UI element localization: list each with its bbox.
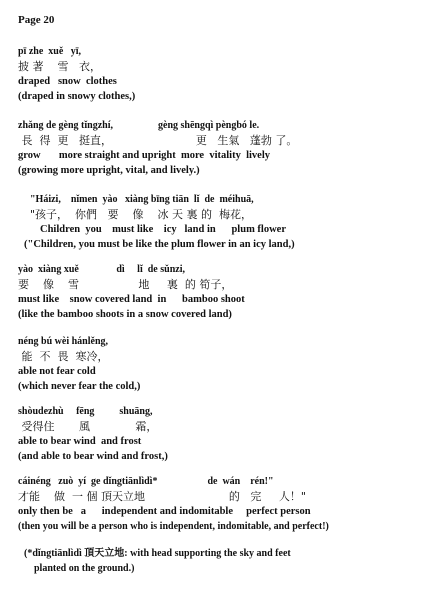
gloss-line: grow more straight and upright more vitality lively (18, 150, 270, 161)
paraphrase-line: (then you will be a person who is independent, indomitable, and perfect!) (18, 521, 329, 532)
chinese-line: 受得住 風 霜， (18, 420, 158, 433)
chinese-line: "孩子， 你們 要 像 冰 天 裏 的 梅花， (30, 208, 252, 221)
paraphrase-line: (growing more upright, vital, and lively.) (18, 165, 200, 176)
gloss-line: Children you must like icy land in plum flower (40, 224, 287, 235)
pinyin-line: néng bú wèi hánlěng, (18, 336, 109, 347)
gloss-line: only then be a independent and indomitable perfect person (18, 506, 311, 517)
pinyin-line: "Háizi, nǐmen yào xiàng bīng tiān lǐ de méihuā, (30, 194, 254, 205)
chinese-line: 能 不 畏 寒冷， (18, 350, 109, 363)
stanza-2 (18, 118, 419, 178)
chinese-line: 長 得 更 挺直， 更 生氣 蓬勃 了。 (18, 134, 298, 147)
paraphrase-line: ("Children, you must be like the plum flower in an icy land,) (24, 239, 295, 250)
gloss-line: able to bear wind and frost (18, 436, 142, 447)
footnote-line-2: planted on the ground.) (34, 563, 135, 574)
stanza-1 (18, 44, 419, 104)
chinese-line: 才能 做 一 個 頂天立地 的 完 人！" (18, 490, 306, 503)
pinyin-line: cáinéng zuò yí ge dǐngtiānlìdì* de wán rén!" (18, 476, 274, 487)
pinyin-line: pī zhe xuě yī, (18, 46, 82, 57)
chinese-line: 披 著 雪 衣， (18, 60, 101, 73)
pinyin-line: zhǎng de gèng tǐngzhí, gèng shēngqì pèngbó le. (18, 120, 260, 131)
stanza-7 (18, 474, 419, 534)
stanza-6 (18, 404, 419, 464)
stanza-5 (18, 334, 419, 394)
footnote-line-1: (*dǐngtiānlìdì 頂天立地: with head supporting the sky and feet (24, 548, 291, 559)
gloss-line: must like snow covered land in bamboo shoot (18, 294, 245, 305)
footnote (24, 546, 414, 576)
paraphrase-line: (and able to bear wind and frost,) (18, 451, 168, 462)
paraphrase-line: (like the bamboo shoots in a snow covered land) (18, 309, 232, 320)
stanza-4 (18, 262, 419, 322)
pinyin-line: yào xiàng xuě dì lǐ de sǔnzi, (18, 264, 185, 275)
page-number-label: Page 20 (18, 14, 55, 26)
paraphrase-line: (draped in snowy clothes,) (18, 91, 136, 102)
gloss-line: draped snow clothes (18, 76, 117, 87)
paraphrase-line: (which never fear the cold,) (18, 381, 141, 392)
pinyin-line: shòudezhù fēng shuāng, (18, 406, 153, 417)
chinese-line: 要 像 雪 地 裏 的 筍子， (18, 278, 233, 291)
stanza-3 (18, 192, 419, 252)
gloss-line: able not fear cold (18, 366, 96, 377)
